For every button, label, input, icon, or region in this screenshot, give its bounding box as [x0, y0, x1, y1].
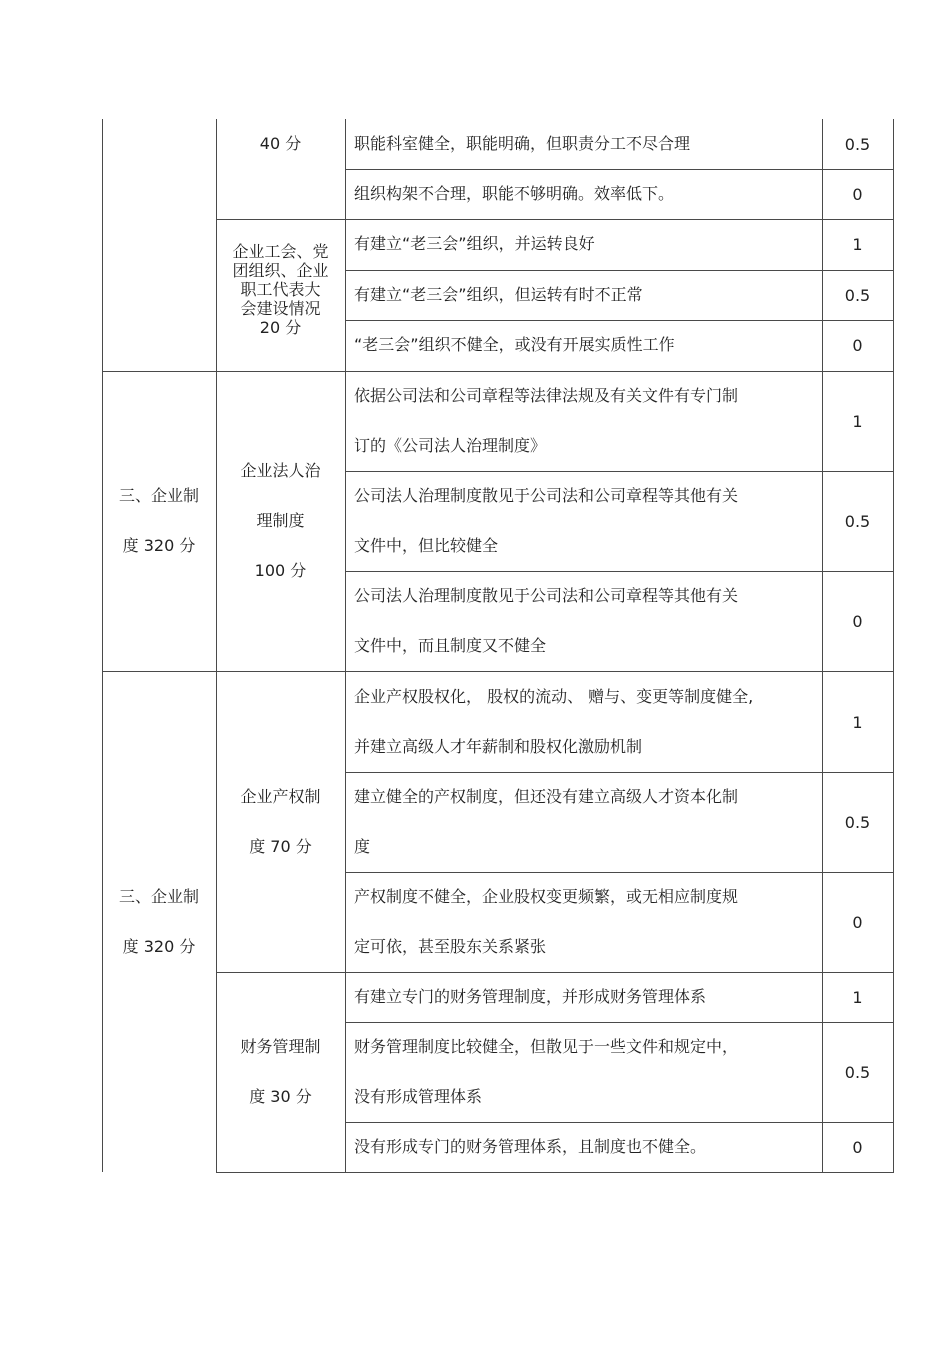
- category-cell: 三、企业制 度 320 分: [118, 486, 199, 555]
- criterion-text: 产权制度不健全，企业股权变更频繁，或无相应制度规 定可依，甚至股东关系紧张: [354, 887, 739, 956]
- criterion-text: 公司法人治理制度散见于公司法和公司章程等其他有关 文件中，但比较健全: [354, 486, 739, 555]
- criterion-score: 0.5: [844, 812, 871, 832]
- border-right: [893, 119, 894, 1173]
- criterion-text: 建立健全的产权制度，但还没有建立高级人才资本化制 度: [354, 787, 739, 856]
- finance-label-cell: 财务管理制 度 30 分: [240, 1037, 321, 1106]
- property-label-cell: 企业产权制 度 70 分: [240, 786, 321, 856]
- criterion-score: 0: [852, 912, 863, 932]
- criterion-score: 0.5: [844, 1062, 871, 1082]
- criterion-text: 财务管理制度比较健全，但散见于一些文件和规定中， 没有形成管理体系: [354, 1037, 739, 1106]
- criterion-score: 1: [852, 712, 863, 732]
- hline: [216, 1172, 893, 1173]
- criterion-score: 0: [852, 611, 863, 631]
- criterion-score: 0.5: [844, 285, 871, 305]
- criterion-score: 0.5: [844, 511, 871, 531]
- criterion-score: 0: [852, 336, 863, 355]
- criterion-text: 公司法人治理制度散见于公司法和公司章程等其他有关 文件中，而且制度又不健全: [354, 586, 739, 655]
- criterion-text: 有建立“老三会”组织，并运转良好: [354, 234, 595, 253]
- criterion-text: 有建立“老三会”组织，但运转有时不正常: [354, 285, 643, 304]
- criterion-text: 有建立专门的财务管理制度，并形成财务管理体系: [354, 987, 707, 1006]
- criterion-score: 1: [852, 987, 863, 1007]
- border-col2: [345, 119, 346, 1173]
- criterion-text: 职能科室健全，职能明确，但职责分工不尽合理: [354, 134, 691, 153]
- criterion-score: 1: [852, 235, 863, 254]
- criterion-text: “老三会”组织不健全，或没有开展实质性工作: [354, 335, 675, 354]
- score-label-cell: 40 分: [259, 134, 302, 153]
- criterion-score: 0: [852, 1137, 863, 1157]
- criterion-score: 1: [852, 411, 863, 431]
- criterion-text: 没有形成专门的财务管理体系，且制度也不健全。: [354, 1137, 707, 1156]
- legal-label-cell: 企业法人治 理制度 100 分: [240, 461, 321, 580]
- category-cell: 三、企业制 度 320 分: [118, 886, 199, 956]
- criterion-text: 企业产权股权化， 股权的流动、 赠与、变更等制度健全, 并建立高级人才年薪制和股权化激励机制: [354, 687, 754, 756]
- criterion-text: 依据公司法和公司章程等法律法规及有关文件有专门制 订的《公司法人治理制度》: [354, 386, 739, 455]
- criterion-text: 组织构架不合理，职能不够明确。效率低下。: [354, 184, 675, 203]
- criterion-score: 0: [852, 184, 863, 204]
- criterion-score: 0.5: [844, 134, 871, 154]
- union-label-cell: 企业工会、党 团组织、企业 职工代表大 会建设情况 20 分: [232, 242, 329, 337]
